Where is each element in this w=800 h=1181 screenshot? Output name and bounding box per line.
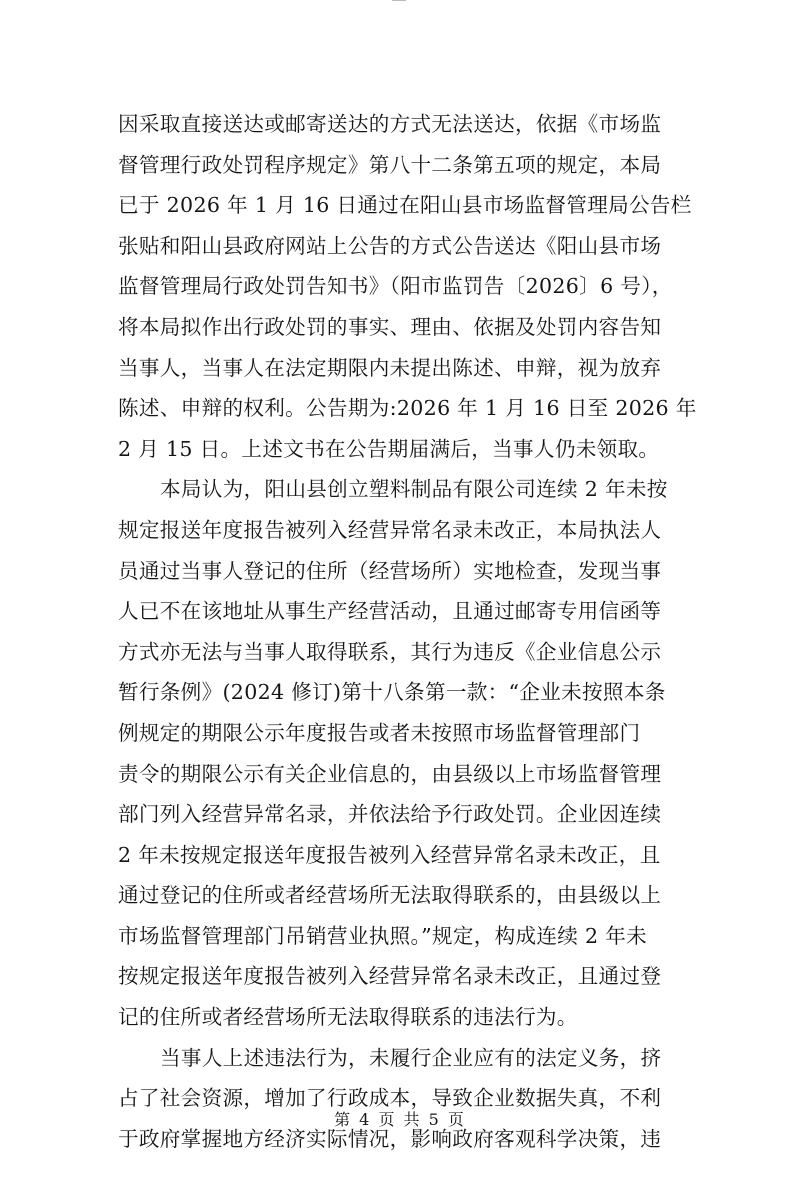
document-body (118, 104, 697, 1159)
text-line: 于政府掌握地方经济实际情况，影响政府客观科学决策，违 (118, 1126, 662, 1151)
text-line: 按规定报送年度报告被列入经营异常名录未改正，且通过登 (118, 964, 662, 989)
text-line: 例规定的期限公示年度报告或者未按照市场监督管理部门 (118, 720, 641, 745)
text-line: 市场监督管理部门吊销营业执照。”规定，构成连续 2 年未 (118, 923, 648, 948)
text-line: 因采取直接送达或邮寄送达的方式无法送达，依据《市场监 (118, 112, 662, 136)
text-line: 责令的期限公示有关企业信息的，由县级以上市场监督管理 (118, 761, 662, 786)
paragraph-start-line: 本局认为，阳山县创立塑料制品有限公司连续 2 年未按 (160, 477, 668, 502)
text-line: 督管理行政处罚程序规定》第八十二条第五项的规定，本局 (118, 152, 662, 177)
text-line: 暂行条例》(2024 修订)第十八条第一款：“企业未按照本条 (118, 680, 666, 705)
paragraph-start-line: 当事人上述违法行为，未履行企业应有的法定义务，挤 (160, 1045, 662, 1070)
text-line: 人已不在该地址从事生产经营活动，且通过邮寄专用信函等 (118, 599, 662, 624)
text-line: 部门列入经营异常名录，并依法给予行政处罚。企业因连续 (118, 802, 662, 827)
text-line: 将本局拟作出行政处罚的事实、理由、依据及处罚内容告知 (118, 314, 662, 339)
text-line: 占了社会资源，增加了行政成本，导致企业数据失真，不利 (118, 1086, 662, 1111)
text-line: 已于 2026 年 1 月 16 日通过在阳山县市场监督管理局公告栏 (118, 193, 692, 218)
text-line: 陈述、申辩的权利。公告期为:2026 年 1 月 16 日至 2026 年 (118, 396, 697, 421)
text-line: 张贴和阳山县政府网站上公告的方式公告送达《阳山县市场 (118, 233, 662, 258)
text-line: 通过登记的住所或者经营场所无法取得联系的，由县级以上 (118, 883, 662, 908)
text-line: 记的住所或者经营场所无法取得联系的违法行为。 (118, 1005, 578, 1030)
text-line: 员通过当事人登记的住所（经营场所）实地检查，发现当事 (118, 558, 662, 583)
text-line: 2 年未按规定报送年度报告被列入经营异常名录未改正，且 (118, 842, 661, 867)
text-line: 2 月 15 日。上述文书在公告期届满后，当事人仍未领取。 (118, 436, 660, 461)
text-line: 监督管理局行政处罚告知书》（阳市监罚告〔2026〕6 号）， (118, 274, 673, 299)
page-number: 第 4 页 共 5 页 (334, 1110, 466, 1129)
text-line: 当事人，当事人在法定期限内未提出陈述、申辩，视为放弃 (118, 355, 662, 380)
scan-mark (392, 0, 406, 4)
text-line: 方式亦无法与当事人取得联系，其行为违反《企业信息公示 (118, 639, 662, 664)
text-line: 规定报送年度报告被列入经营异常名录未改正，本局执法人 (118, 517, 662, 542)
